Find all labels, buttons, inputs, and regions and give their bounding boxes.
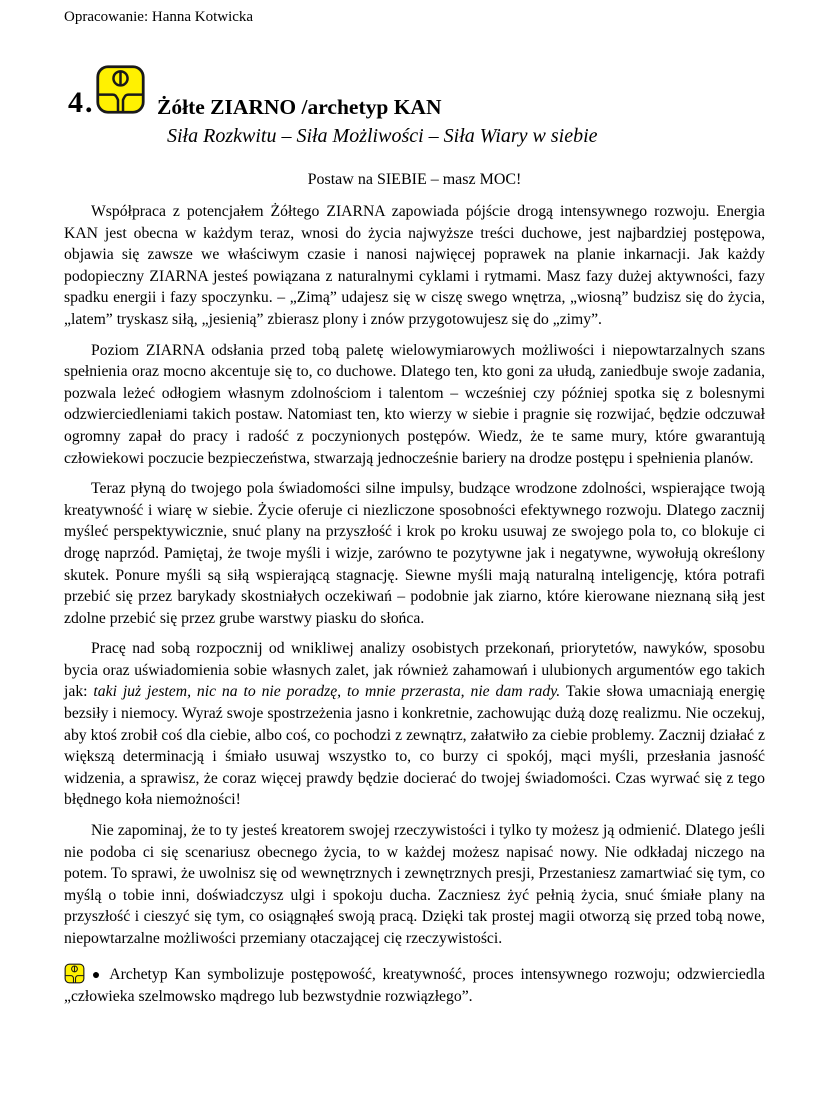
kan-glyph-icon-small [64, 963, 85, 984]
paragraph-4-text: Pracę nad sobą rozpocznij od wnikliwej analizy osobistych przekonań, priorytetów, nawyków, sposobu bycia oraz uświadomienia sobie własnych zalet, jak również zahamowań i ulubionych argumentów ego takich jak: [64, 640, 765, 701]
document-body [64, 201, 765, 1017]
section-number: 4. [68, 86, 95, 119]
page-subtitle: Siła Rozkwitu – Siła Możliwości – Siła Wiary w siebie [167, 125, 598, 147]
paragraph-2: Poziom ZIARNA odsłania przed tobą paletę wielowymiarowych możliwości i niepowtarzalnych szans spełnienia oraz mocno akcentuje się to, co duchowe. Dlatego ten, kto goni za ułudą, zaniedbuje swoje zadania, pozwala leżeć odłogiem własnym zdolnościom i talentom – wcześniej czy później spotka się z bolesnymi odzwierciedleniami takich postaw. Natomiast ten, kto wierzy w siebie i pragnie się rozwijać, będzie odczuwał ogromny zapał do pracy i radość z poczynionych postępów. Wiedz, że te same mury, które gwarantują człowiekowi poczucie bezpieczeństwa, stwarzają jednocześnie bariery na drodze postępu i spełnienia planów. [64, 341, 765, 467]
motto-line: Postaw na SIEBIE – masz MOC! [307, 171, 522, 188]
archetype-note [64, 963, 765, 1008]
note-bullet: ● [89, 967, 104, 983]
paragraph-4-text-cont: Takie słowa umacniają energię bezsiły i niemocy. Wyraź swoje spostrzeżenia jasno i konkretnie, zachowując dużą dozę realizmu. Nie oczekuj, aby ktoś zrobił coś dla ciebie, albo coś, co pochodzi z zewnątrz, załatwiło za ciebie problemy. Zacznij działać z większą determinacją i śmiało usuwaj wszystko to, co burzy ci spokój, mąci myśli, przesłania jasność widzenia, a sprawisz, że coraz więcej prawdy będzie docierać do twojej świadomości. Czas wyrwać się z tego błędnego koła niemożności! [64, 683, 766, 809]
paragraph-1: Współpraca z potencjałem Żółtego ZIARNA zapowiada pójście drogą intensywnego rozwoju. Energia KAN jest obecna w każdym teraz, wnosi do życia najwyższe treści duchowe, jest najbardziej postępowa, objawia się zawsze we właściwym czasie i nanosi najwięcej poprawek na planie inkarnacji. Jak każdy podopieczny ZIARNA jesteś powiązana z naturalnymi cyklami i rytmami. Masz fazy dużej aktywności, fazy spadku energii i fazy spoczynku. – „Zimą” udajesz się w ciszę swego wnętrza, „wiosną” budzisz się do życia, „latem” tryskasz siłą, „jesienią” zbierasz plony i znów przygotowujesz się do „zimy”. [64, 203, 765, 328]
paragraph-5: Nie zapominaj, że to ty jesteś kreatorem swojej rzeczywistości i tylko ty możesz ją odmienić. Dlatego jeśli nie podoba ci się scenariusz obecnego życia, to w każdej możesz napisać nowy. Nie odkładaj niczego na potem. To sprawi, że uwolnisz się od wewnętrznych i zewnętrznych presji, Przestaniesz zamartwiać się tym, co myślą o tobie inni, doświadczysz ulgi i spokoju ducha. Zaczniesz żyć pełnią życia, snuć śmiałe plany na przyszłość i cieszyć się tym, co osiągnąłeś swoją pracą. Dzięki tak prostej magii otworzą się przed tobą nowe, niepowtarzalne możliwości przemiany otaczającej cię rzeczywistości. [64, 822, 765, 947]
page-title: Żółte ZIARNO /archetyp KAN [157, 95, 442, 119]
credit-line: Opracowanie: Hanna Kotwicka [64, 9, 254, 25]
kan-glyph-icon [95, 64, 146, 115]
paragraph-4-italic-text: taki już jestem, nic na to nie poradzę, to mnie przerasta, nie dam rady. [93, 683, 561, 701]
paragraph-4 [64, 638, 765, 811]
note-text: Archetyp Kan symbolizuje postępowość, kreatywność, proces intensywnego rozwoju; odzwierciedla „człowieka szelmowsko mądrego lub bezwstydnie rozwiązłego”. [64, 965, 765, 1006]
paragraph-3: Teraz płyną do twojego pola świadomości silne impulsy, budzące wrodzone zdolności, wspierające twoją kreatywność i wiarę w siebie. Życie oferuje ci niezliczone sposobności efektywnego rozwoju. Dlatego zacznij myśleć perspektywicznie, snuć plany na przyszłość i krok po kroku usuwaj ze swojego pola to, co blokuje ci drogę naprzód. Pamiętaj, że twoje myśli i wizje, zarówno te pozytywne jak i negatywne, wywołują określony skutek. Ponure myśli są siłą wspierającą stagnację. Siewne myśli mają naturalną inteligencję, która potrafi przebić się przez barykady skostniałych oczekiwań – podobnie jak ziarno, które kierowane nieznaną siłą jest zdolne przebić się przez grube warstwy piasku do słońca. [64, 480, 765, 627]
